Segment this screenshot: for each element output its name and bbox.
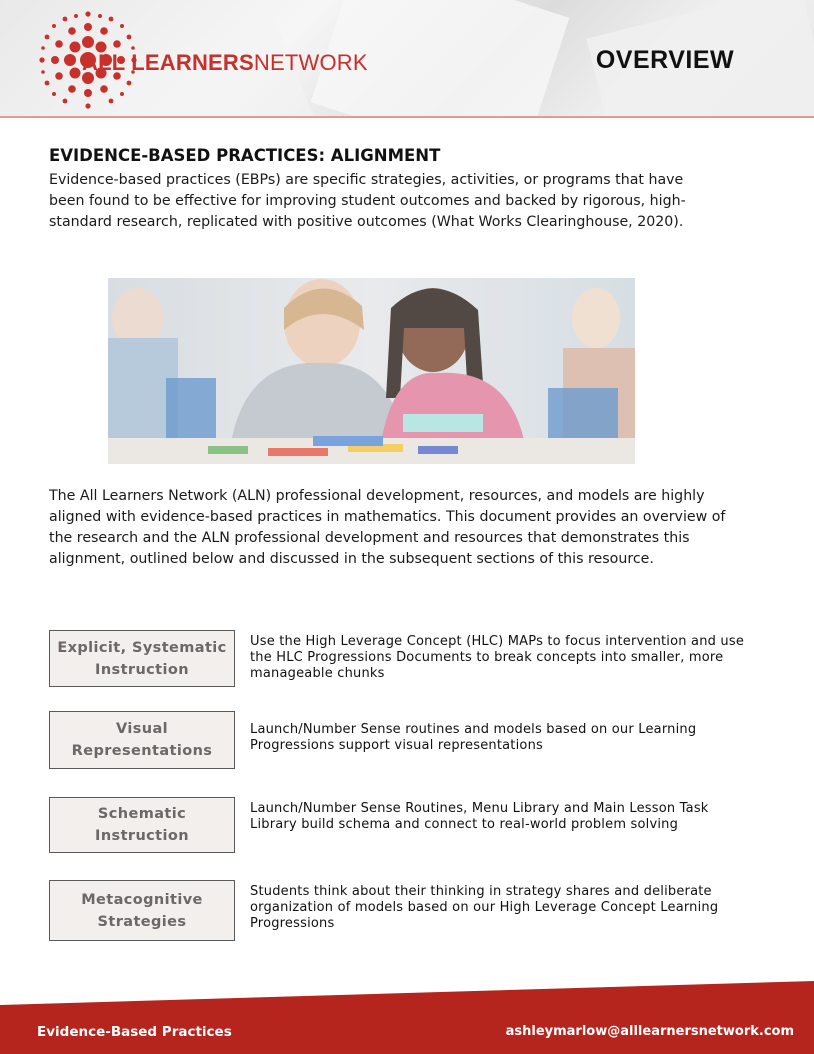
practice-description-visual: Launch/Number Sense routines and models based on our Learning Progressions support visual representations <box>250 722 697 753</box>
body-paragraph: The All Learners Network (ALN) professional development, resources, and models are highly aligned with evidence-based practices in mathematics. This document provides an overview of the research and the ALN professional development and resources that demonstrates this alignment, outlined below and discussed in the subsequent sections of this resource. <box>49 488 726 567</box>
logo-wordmark <box>82 50 368 76</box>
section-heading: EVIDENCE-BASED PRACTICES: ALIGNMENT <box>49 146 441 165</box>
practice-label-schematic: Schematic Instruction <box>49 797 235 853</box>
practice-description-explicit: Use the High Leverage Concept (HLC) MAPs to focus intervention and use the HLC Progressions Documents to break concepts into smaller, more manageable chunks <box>250 634 745 681</box>
practice-description-metacognitive: Students think about their thinking in strategy shares and deliberate organization of models based on our High Leverage Concept Learning Progressions <box>250 884 719 931</box>
practice-label-visual: Visual Representations <box>49 711 235 769</box>
logo-text-light: NETWORK <box>253 50 368 75</box>
intro-paragraph: Evidence-based practices (EBPs) are specific strategies, activities, or programs that have been found to be effective for improving student outcomes and backed by rigorous, high-standard research, replicated with positive outcomes (What Works Clearinghouse, 2020). <box>49 172 686 230</box>
page-title: OVERVIEW <box>595 46 735 74</box>
practice-label-explicit: Explicit, Systematic Instruction <box>49 630 235 687</box>
students-photo <box>108 278 635 464</box>
footer-title: Evidence-Based Practices <box>37 1024 232 1040</box>
footer-email[interactable]: ashleymarlow@alllearnersnetwork.com <box>505 1024 794 1039</box>
footer-band <box>0 975 814 1054</box>
header-divider <box>0 116 814 118</box>
practice-description-schematic: Launch/Number Sense Routines, Menu Library and Main Lesson Task Library build schema and connect to real-world problem solving <box>250 801 709 832</box>
practice-label-metacognitive: Metacognitive Strategies <box>49 880 235 941</box>
logo-text-bold: ALL LEARNERS <box>82 50 254 75</box>
aln-logo <box>38 8 368 112</box>
